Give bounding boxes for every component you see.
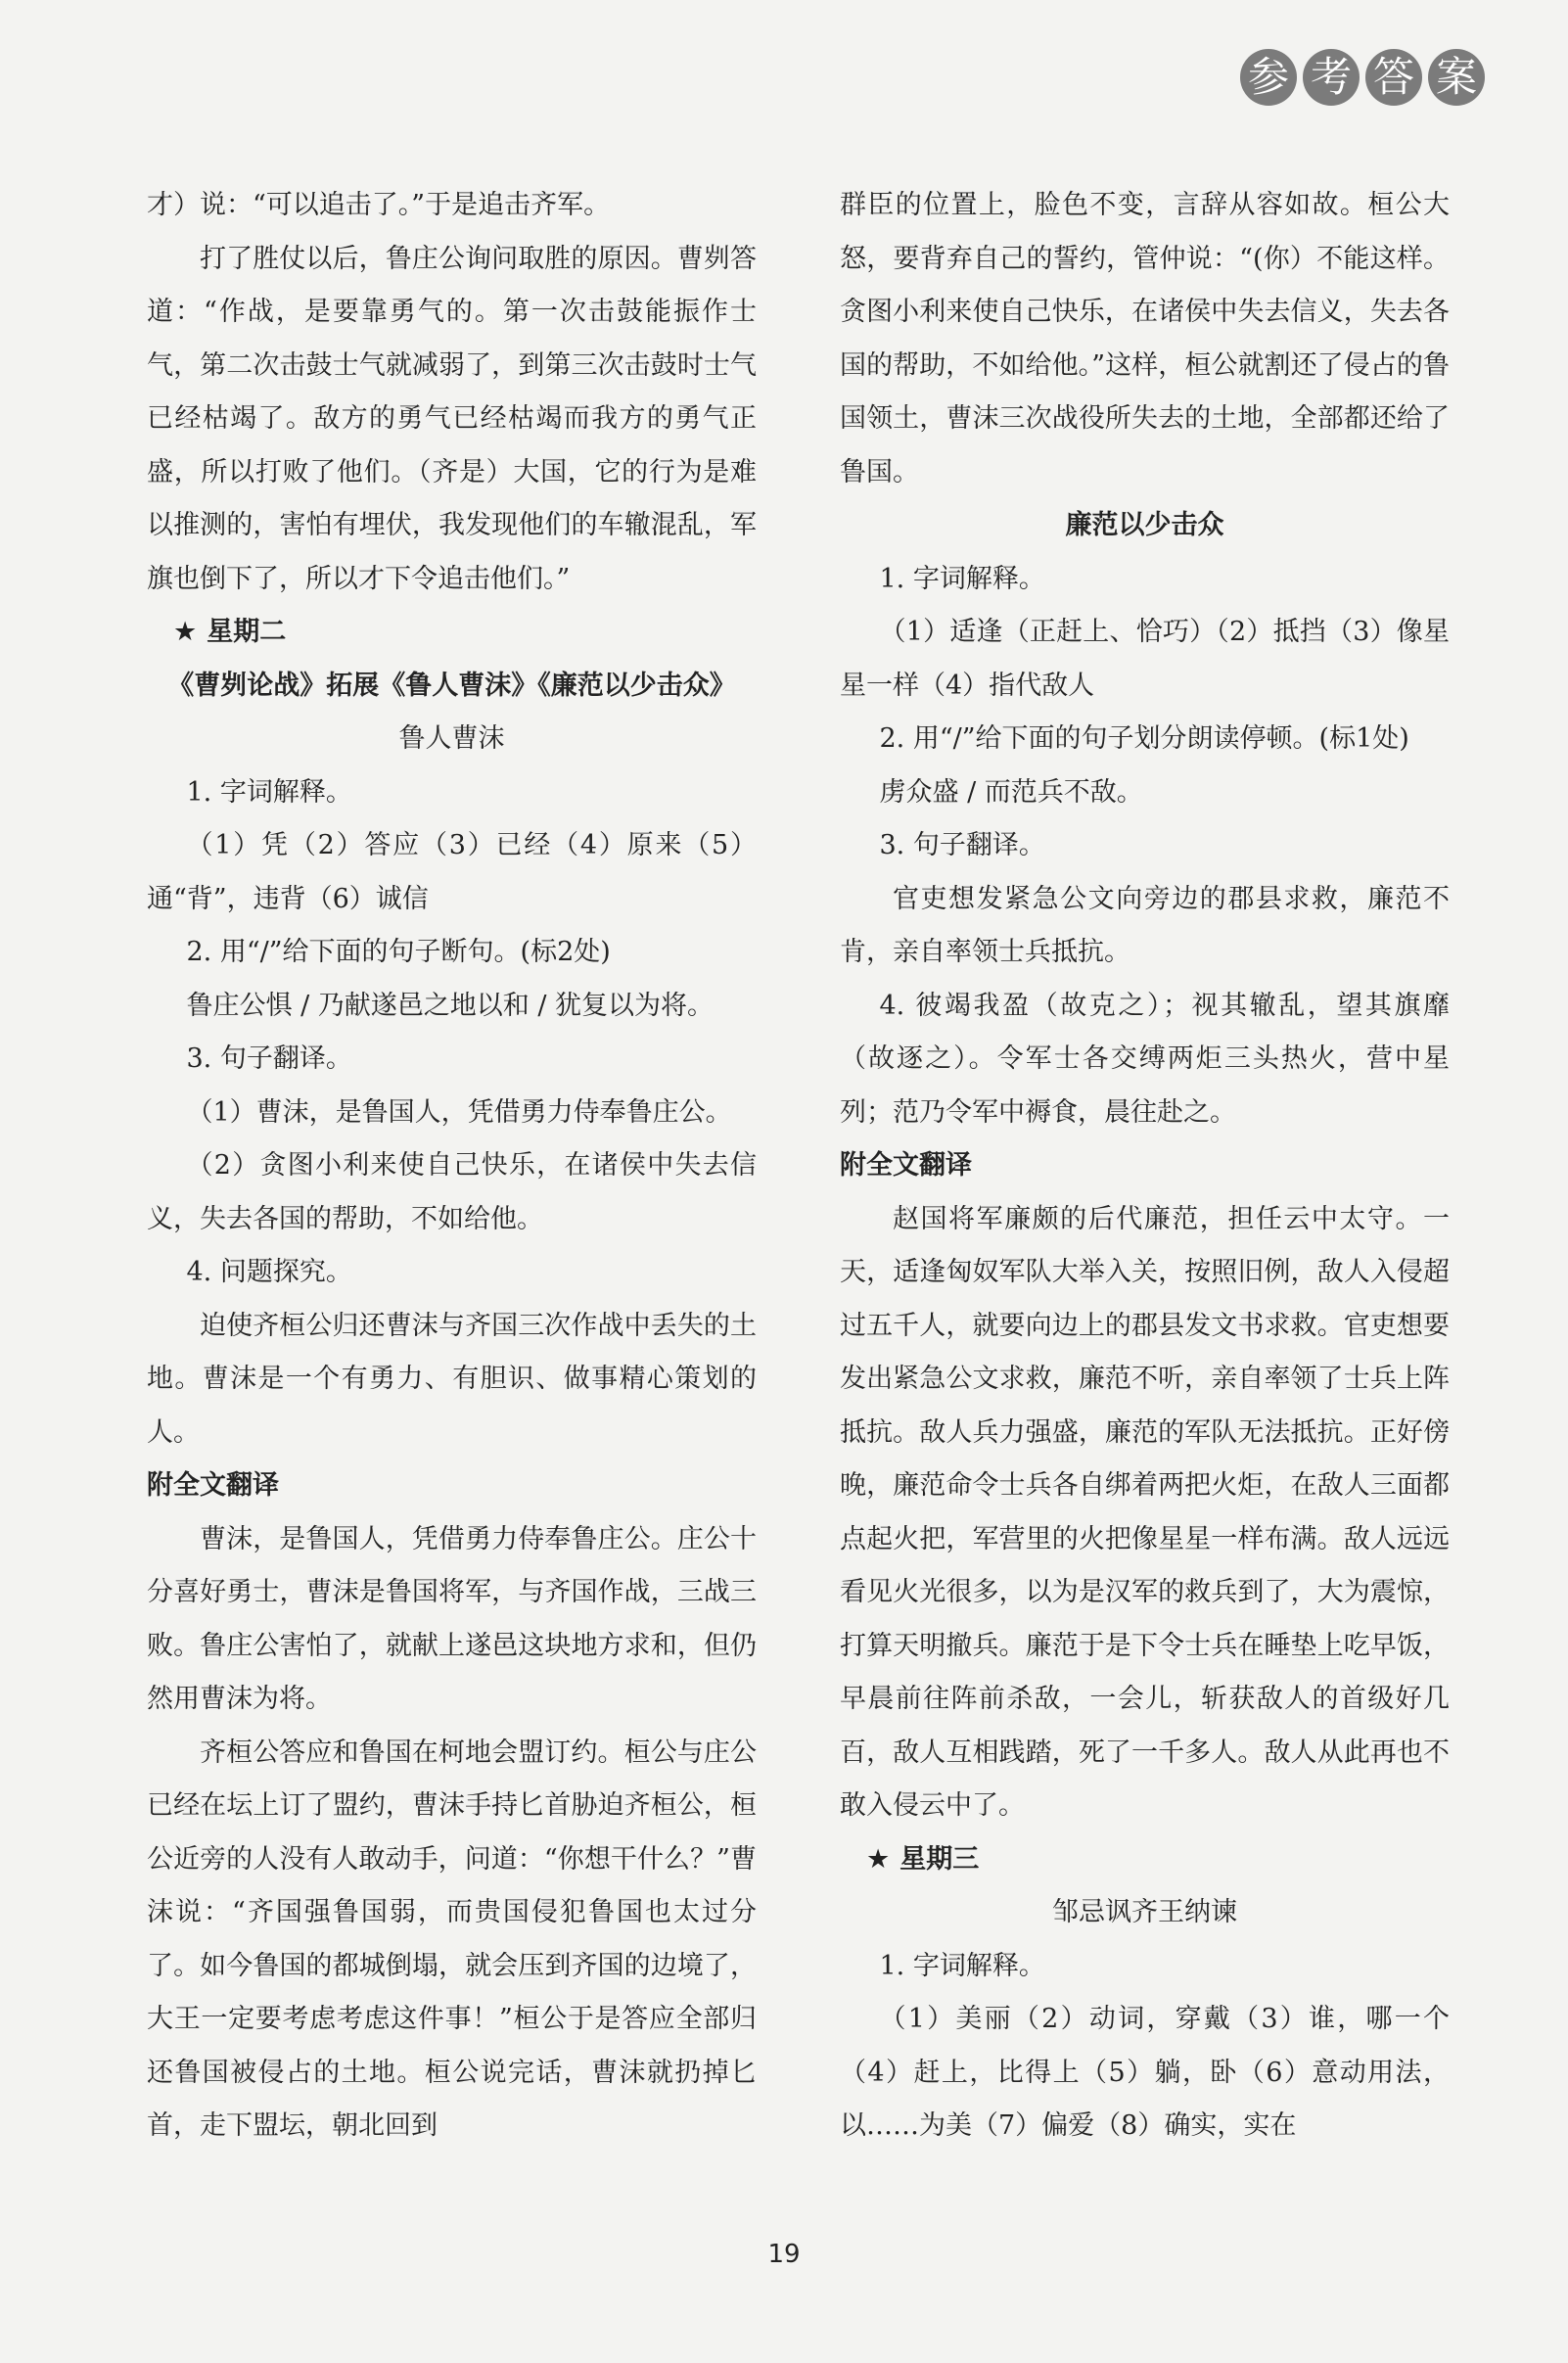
- translation-heading: 附全文翻译: [147, 1470, 279, 1501]
- paragraph: 群臣的位置上，脸色不变，言辞从容如故。桓公大怒，要背弃自己的誓约，管仲说：“(你）不能这样。贪图小利来使自己快乐，在诸侯中失去信义，失去各国的帮助，不如给他。”这样，桓公就割还了侵占的鲁国领土，曹沫三次战役所失去的土地，全部都还给了鲁国。: [840, 190, 1450, 487]
- question-label: 1. 字词解释。: [879, 563, 1045, 594]
- answer: （1）美丽（2）动词，穿戴（3）谁，哪一个（4）赶上，比得上（5）躺，卧（6）意动用法，以……为美（7）偏爱（8）确实，实在: [840, 2004, 1450, 2141]
- question-label: 3. 句子翻译。: [879, 830, 1045, 860]
- answer: 官吏想发紧急公文向旁边的郡县求救，廉范不肯，亲自率领士兵抵抗。: [840, 883, 1450, 967]
- answer: （1）凭（2）答应（3）已经（4）原来（5）通“背”，违背（6）诚信: [147, 830, 757, 914]
- section-subtitle: 《曹刿论战》拓展《鲁人曹沫》《廉范以少击众》: [167, 670, 736, 701]
- answer: 鲁庄公惧 / 乃献遂邑之地以和 / 犹复以为将。: [186, 990, 715, 1021]
- right-column: [840, 179, 1450, 2154]
- day-heading: ★ 星期二: [173, 617, 287, 647]
- page-number: 19: [767, 2240, 801, 2269]
- badge-char: 参: [1240, 49, 1297, 106]
- article-title: 邹忌讽齐王纳谏: [1052, 1897, 1237, 1927]
- answer: 4. 彼竭我盈（故克之）；视其辙乱，望其旗靡（故逐之）。令军士各交缚两炬三头热火，营中星列；范乃令军中褥食，晨往赴之。: [840, 990, 1450, 1128]
- badge-char: 答: [1365, 49, 1422, 106]
- question-label: 3. 句子翻译。: [186, 1043, 352, 1074]
- day-heading: ★ 星期三: [866, 1843, 980, 1875]
- star-icon: ★: [173, 617, 198, 647]
- question-label: 2. 用“/”给下面的句子断句。(标2处): [186, 937, 611, 967]
- answer: （1）曹沫，是鲁国人，凭借勇力侍奉鲁庄公。: [186, 1096, 732, 1128]
- star-icon: ★: [866, 1843, 891, 1875]
- badge-char: 考: [1303, 49, 1360, 106]
- paragraph: 才）说：“可以追击了。”于是追击齐军。: [147, 190, 611, 220]
- answer-key-badge: [1240, 49, 1485, 106]
- article-title: 鲁人曹沫: [398, 723, 505, 754]
- answer: （1）适逢（正赶上、恰巧）（2）抵挡（3）像星星一样（4）指代敌人: [840, 617, 1450, 701]
- question-label: 1. 字词解释。: [879, 1950, 1045, 1981]
- left-column: [147, 179, 757, 2154]
- paragraph: 曹沫，是鲁国人，凭借勇力侍奉鲁庄公。庄公十分喜好勇士，曹沫是鲁国将军，与齐国作战，三战三败。鲁庄公害怕了，就献上遂邑这块地方求和，但仍然用曹沫为将。: [147, 1523, 757, 1714]
- question-label: 1. 字词解释。: [186, 776, 352, 808]
- article-title: 廉范以少击众: [1065, 510, 1224, 540]
- paragraph: 赵国将军廉颇的后代廉范，担任云中太守。一天，适逢匈奴军队大举入关，按照旧例，敌人入侵超过五千人，就要向边上的郡县发文书求救。官吏想要发出紧急公文求救，廉范不听，亲自率领了士兵上阵抵抗。敌人兵力强盛，廉范的军队无法抵抗。正好傍晚，廉范命令士兵各自绑着两把火炬，在敌人三面都点起火把，军营里的火把像星星一样布满。敌人远远看见火光很多，以为是汉军的救兵到了，大为震惊，打算天明撤兵。廉范于是下令士兵在睡垫上吃早饭，早晨前往阵前杀敌，一会儿，斩获敌人的首级好几百，敌人互相践踏，死了一千多人。敌人从此再也不敢入侵云中了。: [840, 1203, 1450, 1821]
- paragraph: 齐桓公答应和鲁国在柯地会盟订约。桓公与庄公已经在坛上订了盟约，曹沫手持匕首胁迫齐桓公，桓公近旁的人没有人敢动手，问道：“你想干什么？”曹沫说：“齐国强鲁国弱，而贵国侵犯鲁国也太过分了。如今鲁国的都城倒塌，就会压到齐国的边境了，大王一定要考虑考虑这件事！”桓公于是答应全部归还鲁国被侵占的土地。桓公说完话，曹沫就扔掉匕首，走下盟坛，朝北回到: [147, 1737, 757, 2141]
- question-label: 4. 问题探究。: [186, 1257, 352, 1287]
- translation-heading: 附全文翻译: [840, 1150, 972, 1181]
- badge-char: 案: [1428, 49, 1485, 106]
- answer: 虏众盛 / 而范兵不敌。: [879, 776, 1143, 808]
- answer: 迫使齐桓公归还曹沫与齐国三次作战中丢失的土地。曹沫是一个有勇力、有胆识、做事精心策划的人。: [147, 1310, 757, 1448]
- answer: （2）贪图小利来使自己快乐，在诸侯中失去信义，失去各国的帮助，不如给他。: [147, 1150, 757, 1234]
- paragraph: 打了胜仗以后，鲁庄公询问取胜的原因。曹刿答道：“作战，是要靠勇气的。第一次击鼓能振作士气，第二次击鼓士气就减弱了，到第三次击鼓时士气已经枯竭了。敌方的勇气已经枯竭而我方的勇气正盛，所以打败了他们。（齐是）大国，它的行为是难以推测的，害怕有埋伏，我发现他们的车辙混乱，军旗也倒下了，所以才下令追击他们。”: [147, 243, 757, 594]
- question-label: 2. 用“/”给下面的句子划分朗读停顿。(标1处): [879, 723, 1409, 754]
